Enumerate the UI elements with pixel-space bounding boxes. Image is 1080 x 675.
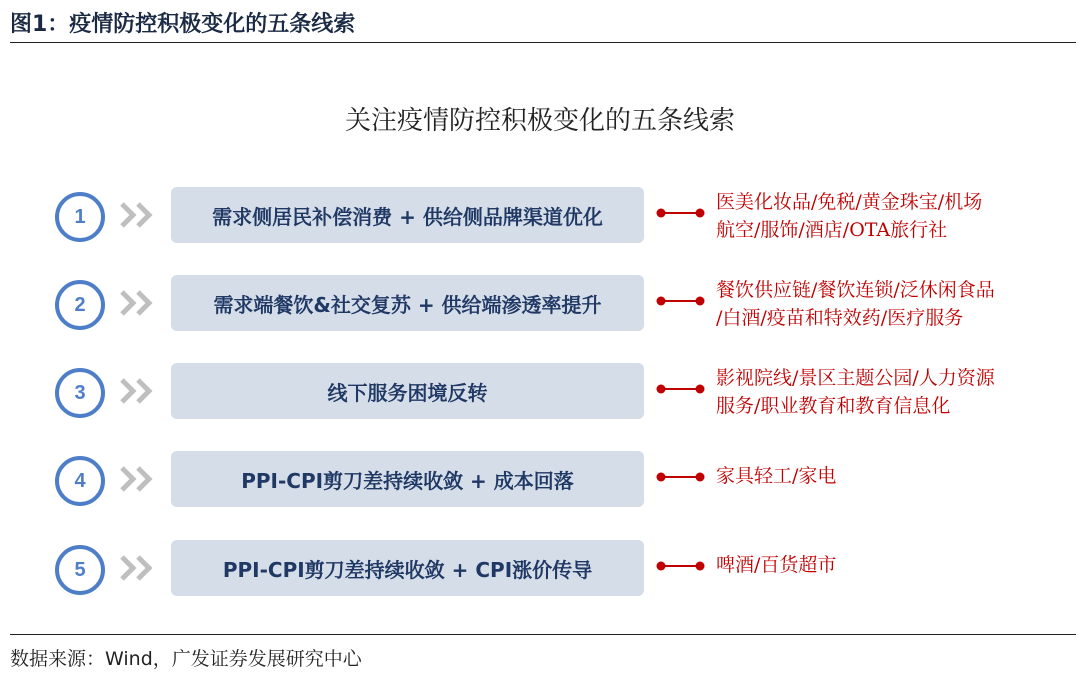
clue-row-4 [0,450,1080,510]
dot-arrow-connector-icon [655,383,707,395]
source-divider [10,634,1076,635]
clue-box-2: 需求端餐饮&社交复苏 + 供给端渗透率提升 [171,275,644,331]
figure-label: 图1：疫情防控积极变化的五条线索 [10,12,356,37]
sector-list-5 [716,551,1066,579]
sector-line: 餐饮供应链/餐饮连锁/泛休闲食品 [716,279,995,301]
double-chevron-right-icon [119,376,155,406]
sector-line: 航空/服饰/酒店/OTA旅行社 [716,219,948,241]
source-note: 数据来源：Wind，广发证券发展研究中心 [10,648,362,670]
sector-list-4 [716,462,1066,490]
sector-line: 影视院线/景区主题公园/人力资源 [716,367,995,389]
dot-arrow-connector-icon [655,207,707,219]
sector-line: 啤酒/百货超市 [716,554,837,576]
double-chevron-right-icon [119,464,155,494]
double-chevron-right-icon [119,288,155,318]
sector-list-1 [716,188,1066,244]
diagram-title: 关注疫情防控积极变化的五条线索 [344,106,735,136]
sector-line: 服务/职业教育和教育信息化 [716,395,951,417]
number-badge-3: 3 [55,368,105,418]
dot-arrow-connector-icon [655,560,707,572]
number-badge-5: 5 [55,545,105,595]
sector-line: 家具轻工/家电 [716,465,837,487]
clue-row-2 [0,274,1080,334]
double-chevron-right-icon [119,553,155,583]
sector-list-3 [716,364,1066,420]
clue-row-3 [0,362,1080,422]
double-chevron-right-icon [119,200,155,230]
clue-box-5: PPI-CPI剪刀差持续收敛 + CPI涨价传导 [171,540,644,596]
sector-line: 医美化妆品/免税/黄金珠宝/机场 [716,191,983,213]
clue-row-1 [0,186,1080,246]
number-badge-1: 1 [55,192,105,242]
clue-box-1: 需求侧居民补偿消费 + 供给侧品牌渠道优化 [171,187,644,243]
sector-list-2 [716,276,1066,332]
number-badge-2: 2 [55,280,105,330]
clue-row-5 [0,539,1080,599]
figure-header [10,4,1076,43]
dot-arrow-connector-icon [655,471,707,483]
clue-box-3: 线下服务困境反转 [171,363,644,419]
dot-arrow-connector-icon [655,295,707,307]
sector-line: /白酒/疫苗和特效药/医疗服务 [716,307,964,329]
number-badge-4: 4 [55,456,105,506]
clue-box-4: PPI-CPI剪刀差持续收敛 + 成本回落 [171,451,644,507]
